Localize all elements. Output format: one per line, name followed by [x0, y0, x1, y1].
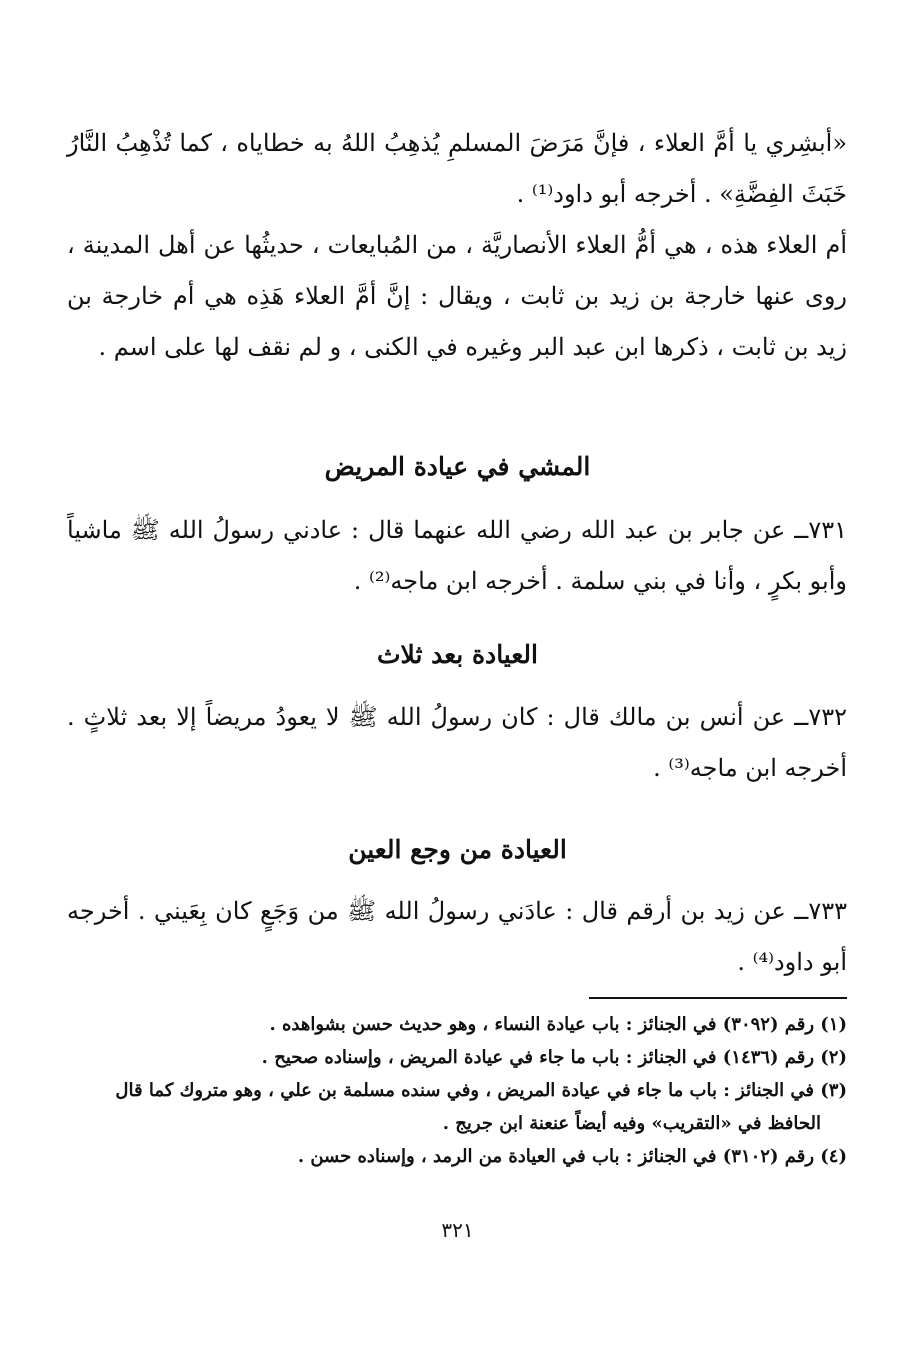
hadith-731: ٧٣١ــ عن جابر بن عبد الله رضي الله عنهما قال : عادني رسولُ الله ﷺ ماشياً وأبو بكرٍ ، وأنا في بني سلمة . أخرجه ابن ماجه⁽²⁾ .: [67, 516, 847, 595]
section-heading-walking-visit: المشي في عيادة المريض: [324, 452, 591, 481]
hadith-732: ٧٣٢ــ عن أنس بن مالك قال : كان رسولُ الله ﷺ لا يعودُ مريضاً إلا بعد ثلاثٍ . أخرجه ابن ماجه⁽³⁾ .: [67, 703, 847, 782]
section-heading-eye-pain-visit: العيادة من وجع العين: [348, 835, 567, 864]
page-number: ٣٢١: [441, 1218, 474, 1242]
footnote-1: (١) رقم (٣٠٩٢) في الجنائز : باب عيادة النساء ، وهو حديث حسن بشواهده .: [269, 1014, 847, 1035]
footnote-4: (٤) رقم (٣١٠٢) في الجنائز : باب في العيادة من الرمد ، وإسناده حسن .: [297, 1146, 847, 1167]
footnotes-list: [67, 1008, 847, 1173]
footnote-3: (٣) في الجنائز : باب ما جاء في عيادة المريض ، وفي سنده مسلمة بن علي ، وهو متروك كما قال الحافظ في «التقريب» وفيه أيضاً عنعنة ابن جريج .: [115, 1080, 847, 1134]
section-heading-visit-after-three: العيادة بعد ثلاث: [377, 640, 538, 669]
footnote-separator: [589, 997, 847, 999]
footnote-2: (٢) رقم (١٤٣٦) في الجنائز : باب ما جاء في عيادة المريض ، وإسناده صحيح .: [261, 1047, 847, 1068]
commentary-paragraph: أم العلاء هذه ، هي أمُّ العلاء الأنصاريَّة ، من المُبايعات ، حديثُها عن أهل المدينة ، روى عنها خارجة بن زيد بن ثابت ، ويقال : إنَّ أمَّ العلاء هَذِه هي أم خارجة بن زيد بن ثابت ، ذكرها ابن عبد البر وغيره في الكنى ، و لم نقف لها على اسم .: [67, 231, 848, 361]
hadith-continuation-paragraph: «أبشِري يا أمَّ العلاء ، فإنَّ مَرَضَ المسلمِ يُذهِبُ اللهُ به خطاياه ، كما تُذْهِبُ النَّارُ خَبَثَ الفِضَّةِ» . أخرجه أبو داود⁽¹⁾ .: [67, 129, 848, 208]
hadith-733: ٧٣٣ــ عن زيد بن أرقم قال : عادَني رسولُ الله ﷺ من وَجَعٍ كان بِعَيني . أخرجه أبو داود⁽⁴⁾ .: [67, 897, 847, 976]
